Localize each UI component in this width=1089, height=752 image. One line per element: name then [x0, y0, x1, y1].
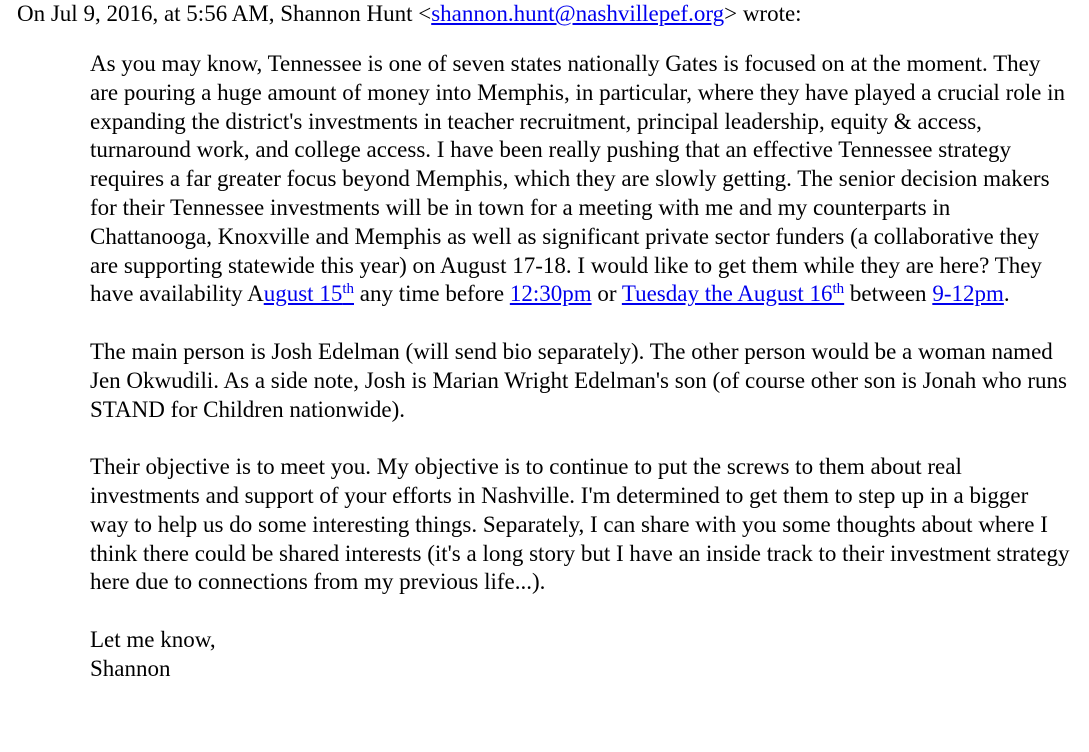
paragraph-availability	[90, 50, 1072, 309]
between-text-1: any time before	[354, 281, 510, 307]
date-link-august-15[interactable]	[264, 281, 354, 306]
closing-line: Let me know,	[90, 626, 216, 652]
signature-name: Shannon	[90, 655, 171, 681]
header-suffix: > wrote:	[724, 1, 802, 26]
date-link-august-15-text: ugust 15	[263, 281, 343, 307]
paragraph-objective: Their objective is to meet you. My objective is to continue to put the screws to them about real investments and support of your efforts in Nashville. I'm determined to get them to step up in a bigger way to help us do some interesting things. Separately, I can share with you some thoughts about where I think there could be shared interests (it's a long story but I have an inside track to their investment strategy here due to connections from my previous life...).	[90, 454, 1070, 595]
closing	[90, 626, 1072, 684]
time-link-9-12pm[interactable]: 9-12pm	[932, 281, 1004, 307]
between-text-2: or	[591, 281, 622, 307]
date-link-august-16-text: Tuesday the August 16	[621, 281, 833, 307]
paragraph-availability-text: As you may know, Tennessee is one of seven states nationally Gates is focused on at the moment. They are pouring a huge amount of money into Memphis, in particular, where they have played a crucial role in expanding the district's investments in teacher recruitment, principal leadership, equity & access, turnaround work, and college access. I have been really pushing that an effective Tennessee strategy requires a far greater focus beyond Memphis, which they are slowly getting. The senior decision makers for their Tennessee investments will be in town for a meeting with me and my counterparts in Chattanooga, Knoxville and Memphis as well as significant private sector funders (a collaborative they are supporting statewide this year) on August 17-18. I would like to get them while they are here? They have availability A	[90, 51, 1065, 307]
paragraph-availability-end: .	[1003, 281, 1010, 307]
email-body	[90, 50, 1072, 684]
date-link-august-16-sup: th	[832, 281, 845, 298]
between-text-3: between	[844, 281, 933, 307]
header-prefix: On Jul 9, 2016, at 5:56 AM, Shannon Hunt <	[17, 1, 432, 26]
time-link-1230pm[interactable]: 12:30pm	[509, 281, 592, 307]
email-quote-header	[17, 0, 802, 29]
date-link-august-16[interactable]	[622, 281, 844, 306]
sender-email-link[interactable]: shannon.hunt@nashvillepef.org	[431, 1, 725, 26]
date-link-august-15-sup: th	[342, 281, 354, 298]
paragraph-people: The main person is Josh Edelman (will send bio separately). The other person would be a woman named Jen Okwudili. As a side note, Josh is Marian Wright Edelman's son (of course other son is Jonah who runs STAND for Children nationwide).	[90, 338, 1067, 422]
